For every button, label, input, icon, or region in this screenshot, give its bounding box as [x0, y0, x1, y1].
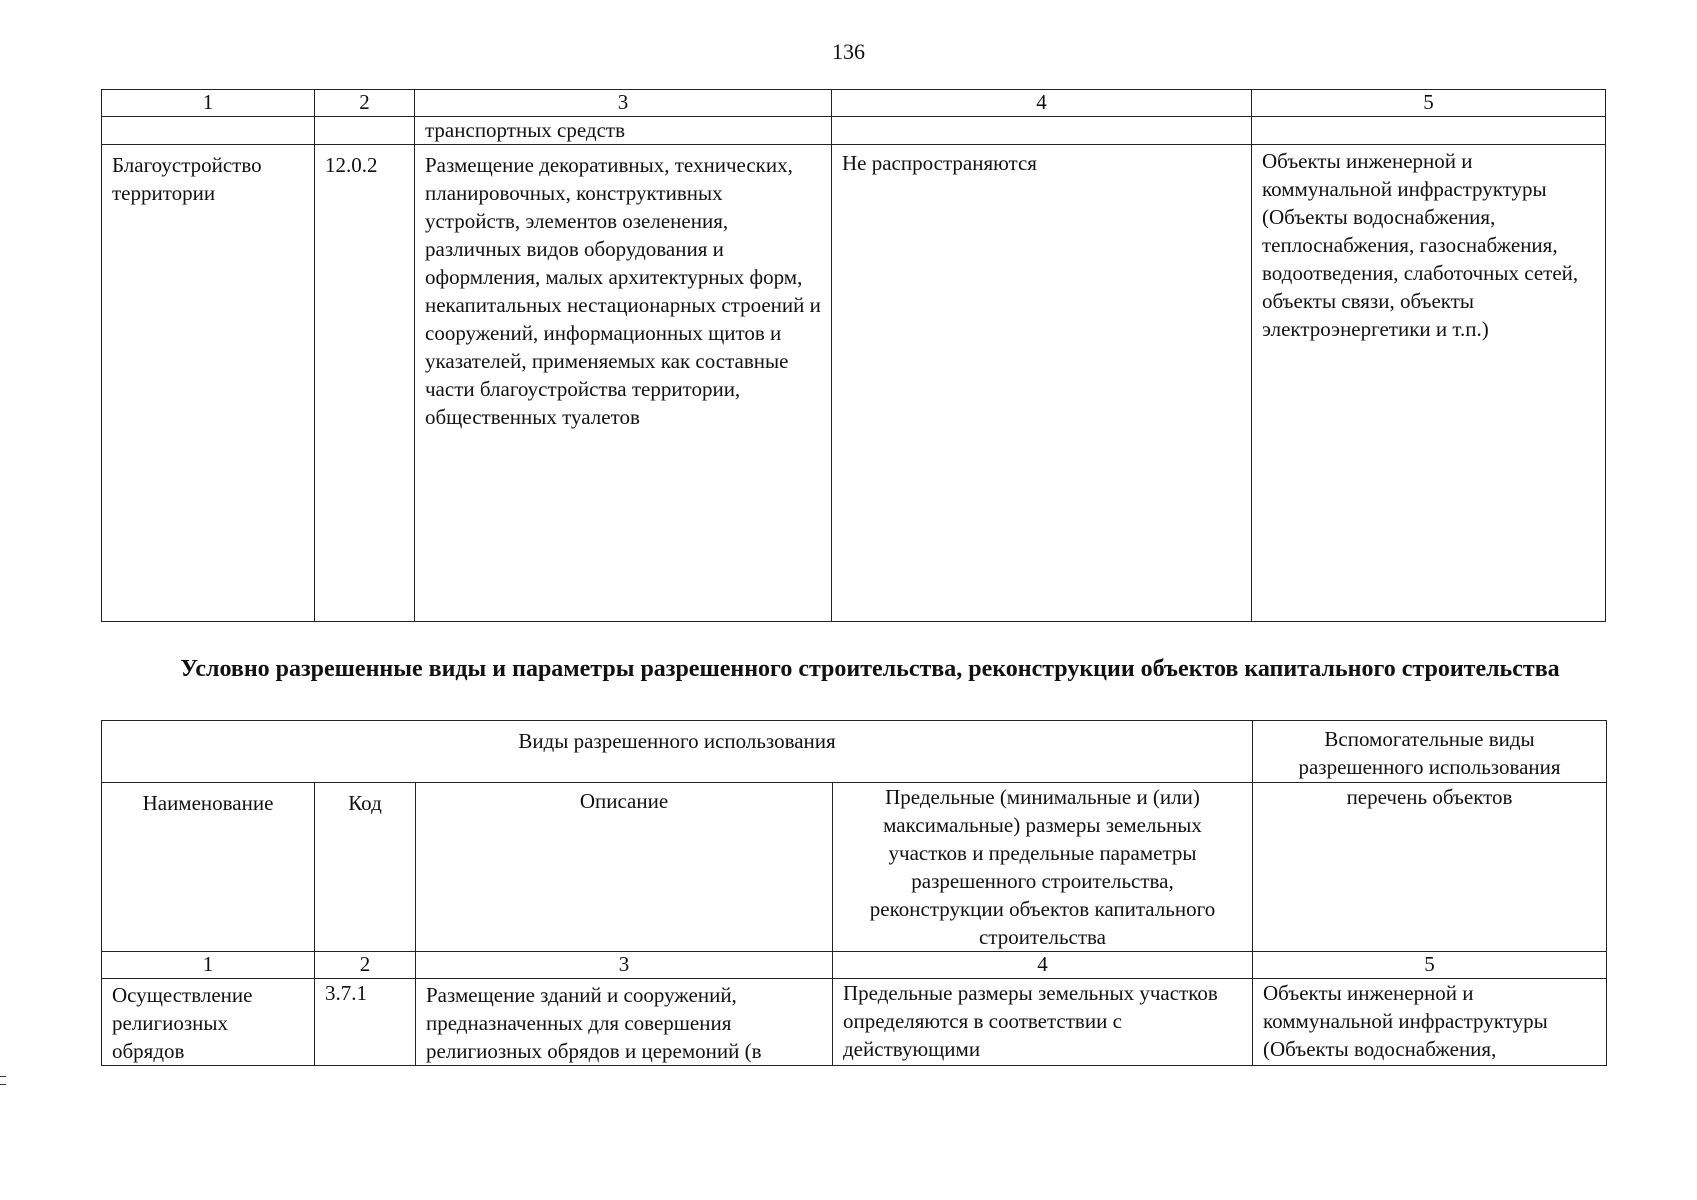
column-header-name: Наименование — [102, 783, 315, 952]
section-title: Условно разрешенные виды и параметры разрешенного строительства, реконструкции объектов капитального строительства — [180, 656, 1560, 682]
page-number: 136 — [832, 39, 865, 64]
table-row — [102, 979, 1607, 1066]
use-description-cell: Размещение декоративных, технических, планировочных, конструктивных устройств, элементов озеленения, различных видов оборудования и оформления, малых архитектурных форм, некапитальных нестационарных строений и сооружений, информационных щитов и указателей, применяемых как составные части благоустройства территории, общественных туалетов — [415, 145, 832, 622]
auxiliary-use-header: Вспомогательные виды разрешенного использования — [1253, 721, 1607, 783]
column-number: 3 — [415, 90, 832, 117]
column-number-row — [102, 952, 1607, 979]
column-header-parameters: Предельные (минимальные и (или) максимальные) размеры земельных участков и предельные параметры разрешенного строительства, реконструкции объектов капитального строительства — [833, 783, 1253, 952]
column-number: 4 — [832, 90, 1252, 117]
permitted-use-table-continued — [101, 89, 1606, 622]
margin-mark — [0, 1084, 6, 1085]
use-name-cell: Осуществление религиозных обрядов — [102, 979, 315, 1066]
parameters-cell: Не распространяются — [832, 145, 1252, 622]
column-number: 4 — [833, 952, 1253, 979]
column-number: 2 — [315, 952, 416, 979]
description-continuation: транспортных средств — [415, 117, 832, 145]
column-number: 5 — [1253, 952, 1607, 979]
column-header-description: Описание — [416, 783, 833, 952]
column-number: 5 — [1252, 90, 1606, 117]
column-number: 1 — [102, 952, 315, 979]
permitted-use-group-header: Виды разрешенного использования — [102, 721, 1253, 783]
use-name-cell: Благоустройство территории — [102, 145, 315, 622]
auxiliary-objects-cell: Объекты инженерной и коммунальной инфраструктуры (Объекты водоснабжения, — [1253, 979, 1607, 1066]
use-code-cell: 12.0.2 — [315, 145, 415, 622]
column-number: 3 — [416, 952, 833, 979]
auxiliary-objects-cell: Объекты инженерной и коммунальной инфраструктуры (Объекты водоснабжения, теплоснабжения, газоснабжения, водоотведения, слаботочных сетей, объекты связи, объекты электроэнергетики и т.п.) — [1252, 145, 1606, 622]
column-number: 2 — [315, 90, 415, 117]
parameters-cell: Предельные размеры земельных участков определяются в соответствии с действующими — [833, 979, 1253, 1066]
group-header-row — [102, 721, 1607, 783]
column-number: 1 — [102, 90, 315, 117]
use-description-cell: Размещение зданий и сооружений, предназначенных для совершения религиозных обрядов и церемоний (в — [416, 979, 833, 1066]
column-header-aux: перечень объектов — [1253, 783, 1607, 952]
margin-mark — [0, 1076, 6, 1077]
column-header-row — [102, 783, 1607, 952]
use-code-cell: 3.7.1 — [315, 979, 416, 1066]
continuation-row — [102, 117, 1606, 145]
column-header-code: Код — [315, 783, 416, 952]
conditional-use-table — [101, 720, 1607, 1066]
table-row — [102, 145, 1606, 622]
column-number-row — [102, 90, 1606, 117]
